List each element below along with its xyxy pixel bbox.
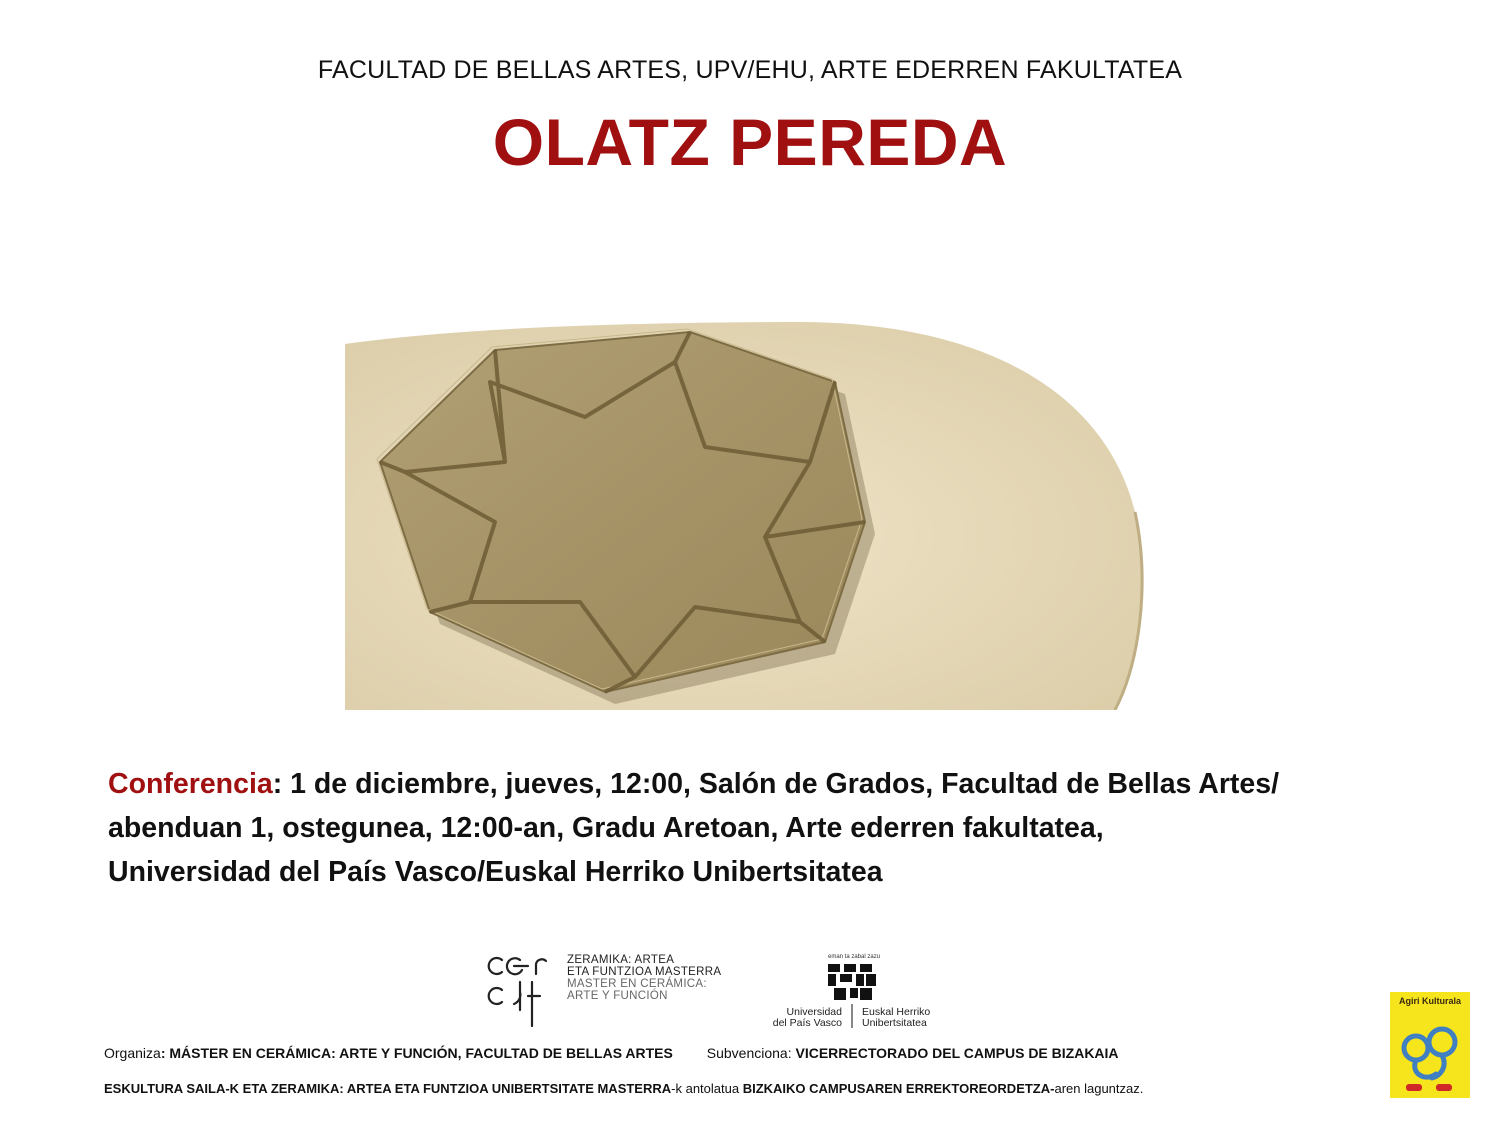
footer-basque-credit [104, 1081, 1143, 1096]
master-logo-line-4: ARTE Y FUNCIÓN [567, 990, 668, 1002]
ehu-motto: eman ta zabal zazu [828, 954, 881, 960]
ehu-spanish-line-1: Universidad [786, 1006, 842, 1018]
agiri-figure-icon [1396, 1012, 1464, 1096]
master-logo-text [567, 954, 721, 1002]
organiza-label: Organiza [104, 1045, 161, 1061]
artist-name-title: OLATZ PEREDA [492, 105, 1008, 179]
conference-line-2: abenduan 1, ostegunea, 12:00-an, Gradu Aretoan, Arte ederren fakultatea, [108, 812, 1104, 844]
master-logo-line-2: ETA FUNTZIOA MASTERRA [567, 966, 722, 978]
master-logo-line-1: ZERAMIKA: ARTEA [567, 954, 675, 966]
organiza-value: : MÁSTER EN CERÁMICA: ARTE Y FUNCIÓN, FACULTAD DE BELLAS ARTES [160, 1045, 673, 1061]
basque-credit-part-3: BIZKAIKO CAMPUSAREN ERREKTOREORDETZA- [742, 1081, 1055, 1096]
basque-credit-part-1: ESKULTURA SAILA-K ETA ZERAMIKA: ARTEA ETA FUNTZIOA UNIBERTSITATE MASTERRA [104, 1081, 672, 1096]
subvenciona-label: Subvenciona: [706, 1045, 796, 1061]
basque-credit-part-2: -k antolatua [671, 1081, 743, 1096]
conference-line-3: Universidad del País Vasco/Euskal Herriko Unibertsitatea [108, 856, 883, 888]
subvenciona-value: VICERRECTORADO DEL CAMPUS DE BIZAKAIA [795, 1045, 1119, 1061]
conference-label: Conferencia [108, 768, 273, 800]
faculty-heading: FACULTAD DE BELLAS ARTES, UPV/EHU, ARTE EDERREN FAKULTATEA [317, 56, 1183, 84]
ehu-spanish-name [768, 1007, 842, 1029]
ehu-basque-line-2: Unibertsitatea [862, 1017, 927, 1029]
basque-credit-part-4: aren laguntzaz. [1054, 1081, 1144, 1096]
conference-info [108, 762, 1438, 894]
master-logo-line-3: MASTER EN CERÁMICA: [567, 978, 707, 990]
conference-line-1: : 1 de diciembre, jueves, 12:00, Salón de Grados, Facultad de Bellas Artes/ [272, 768, 1280, 800]
ehu-basque-name [862, 1007, 930, 1029]
artwork-image [345, 322, 1157, 710]
agiri-kulturala-label: Agiri Kulturala [1398, 996, 1461, 1006]
footer-organizers [104, 1045, 1119, 1061]
ehu-spanish-line-2: del País Vasco [772, 1017, 842, 1029]
ehu-basque-line-1: Euskal Herriko [862, 1006, 931, 1018]
